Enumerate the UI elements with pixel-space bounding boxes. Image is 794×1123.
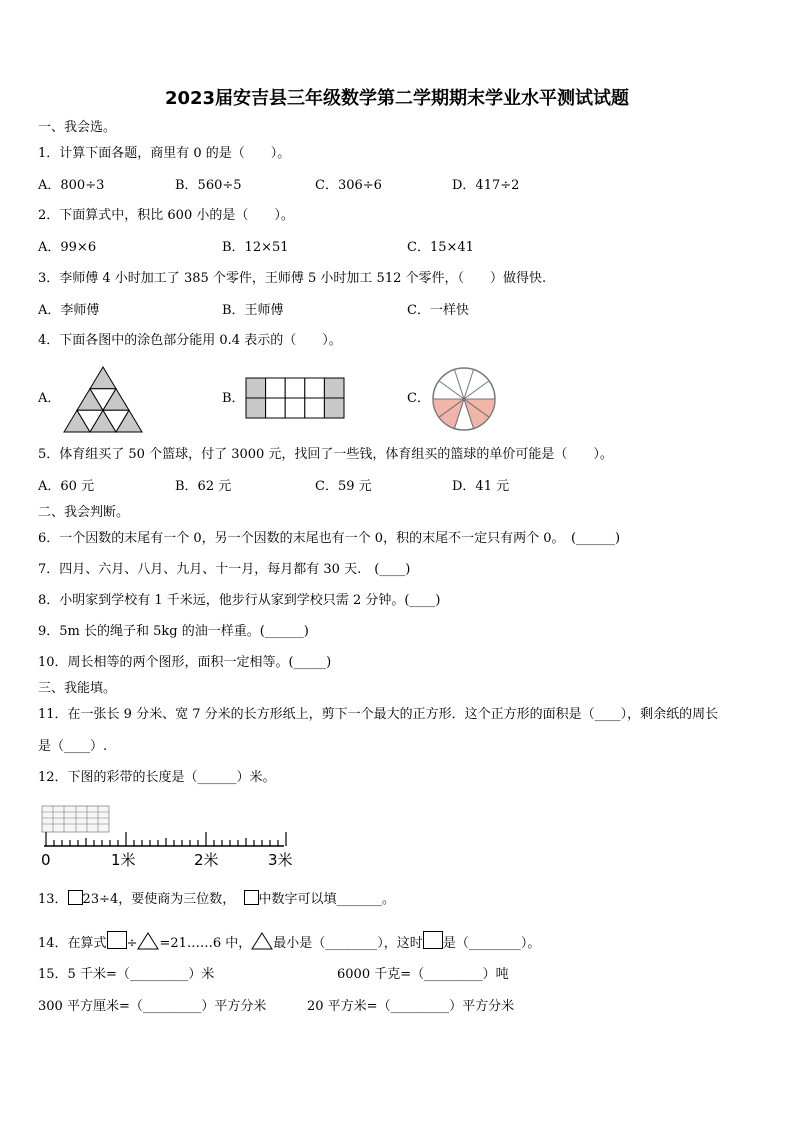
q1-option-a[interactable]: A．800÷3 [38, 178, 105, 193]
blank-box[interactable] [244, 890, 259, 905]
section-heading-choose: 一、我会选。 [38, 120, 117, 135]
ruler-figure [40, 804, 296, 870]
ribbon [42, 806, 109, 832]
ruler-label-2m: 2米 [194, 851, 219, 869]
q5-option-b[interactable]: B．62 元 [175, 479, 232, 494]
ruler-label-0: 0 [41, 851, 51, 869]
q1-option-b[interactable]: B．560÷5 [175, 178, 242, 193]
q3-option-c[interactable]: C．一样快 [407, 303, 469, 318]
q5-option-c[interactable]: C．59 元 [315, 479, 372, 494]
q3-option-b[interactable]: B．王师傅 [222, 303, 284, 318]
question-1-text: 1．计算下面各题，商里有 0 的是（ ）。 [38, 146, 291, 161]
q1-option-c[interactable]: C．306÷6 [315, 178, 382, 193]
q14-divide-sign: ÷ [126, 936, 138, 951]
question-11-line1: 11．在一张长 9 分米、宽 7 分米的长方形纸上，剪下一个最大的正方形．这个正方形的面积是（____），剩余纸的周长 [38, 707, 719, 722]
blank-box[interactable] [423, 931, 443, 949]
q2-option-b[interactable]: B．12×51 [222, 240, 289, 255]
question-15-a: 15．5 千米=（_________）米 [38, 967, 215, 982]
question-12-text: 12．下图的彩带的长度是（______）米。 [38, 770, 276, 785]
q2-option-c[interactable]: C．15×41 [407, 240, 474, 255]
grid-rectangle-figure [246, 378, 344, 418]
q13-number: 13． [38, 892, 68, 907]
triangle-blank-icon[interactable] [137, 932, 159, 950]
question-9-text: 9．5m 长的绳子和 5kg 的油一样重。(______) [38, 624, 309, 639]
page-title: 2023届安吉县三年级数学第二学期期末学业水平测试试题 [164, 88, 630, 109]
blank-box[interactable] [107, 931, 127, 949]
question-14 [38, 931, 540, 952]
q13-part1: 23÷4，要使商为三位数， [82, 892, 236, 907]
question-7-text: 7．四月、六月、八月、九月、十一月，每月都有 30 天. (____) [38, 562, 411, 577]
q14-part3: 是（________）。 [442, 936, 541, 951]
q4-option-c[interactable]: C． [407, 391, 430, 406]
q14-part2: 最小是（________），这时 [273, 936, 423, 951]
blank-box[interactable] [68, 890, 83, 905]
question-11-line2: 是（____）. [38, 739, 108, 754]
question-2-text: 2．下面算式中，积比 600 小的是（ ）。 [38, 208, 294, 223]
question-15-d: 20 平方米=（_________）平方分米 [307, 999, 515, 1014]
q4-option-a[interactable]: A． [38, 391, 61, 406]
section-heading-fill: 三、我能填。 [38, 681, 117, 696]
q14-part1: =21……6 中， [159, 936, 252, 951]
ruler-label-1m: 1米 [111, 851, 136, 869]
question-10-text: 10．周长相等的两个图形，面积一定相等。(_____) [38, 655, 332, 670]
question-15-c: 300 平方厘米=（_________）平方分米 [38, 999, 267, 1014]
question-8-text: 8．小明家到学校有 1 千米远，他步行从家到学校只需 2 分钟。(____) [38, 593, 441, 608]
question-13 [38, 890, 395, 908]
question-6-text: 6．一个因数的末尾有一个 0，另一个因数的末尾也有一个 0，积的末尾不一定只有两个 0。 (______) [38, 531, 621, 546]
q14-lead: 14．在算式 [38, 936, 107, 951]
triangle-blank-icon[interactable] [251, 932, 273, 950]
q5-option-a[interactable]: A．60 元 [38, 479, 95, 494]
q1-option-d[interactable]: D．417÷2 [452, 178, 520, 193]
q13-part2: 中数字可以填_______。 [258, 892, 396, 907]
q5-option-d[interactable]: D．41 元 [452, 479, 510, 494]
section-heading-judge: 二、我会判断。 [38, 505, 130, 520]
question-5-text: 5．体育组买了 50 个篮球，付了 3000 元，找回了一些钱，体育组买的篮球的单价可能是（ ）。 [38, 447, 613, 462]
ruler-label-3m: 3米 [268, 851, 293, 869]
question-15-b: 6000 千克=（_________）吨 [337, 967, 509, 982]
q3-option-a[interactable]: A．李师傅 [38, 303, 100, 318]
q4-option-b[interactable]: B． [222, 391, 245, 406]
question-4-text: 4．下面各图中的涂色部分能用 0.4 表示的（ ）。 [38, 333, 342, 348]
q2-option-a[interactable]: A．99×6 [38, 240, 97, 255]
circle-sector-figure [431, 366, 497, 432]
question-3-text: 3．李师傅 4 小时加工了 385 个零件，王师傅 5 小时加工 512 个零件，（ ）做得快. [38, 271, 547, 286]
triangle-figure [64, 366, 142, 432]
